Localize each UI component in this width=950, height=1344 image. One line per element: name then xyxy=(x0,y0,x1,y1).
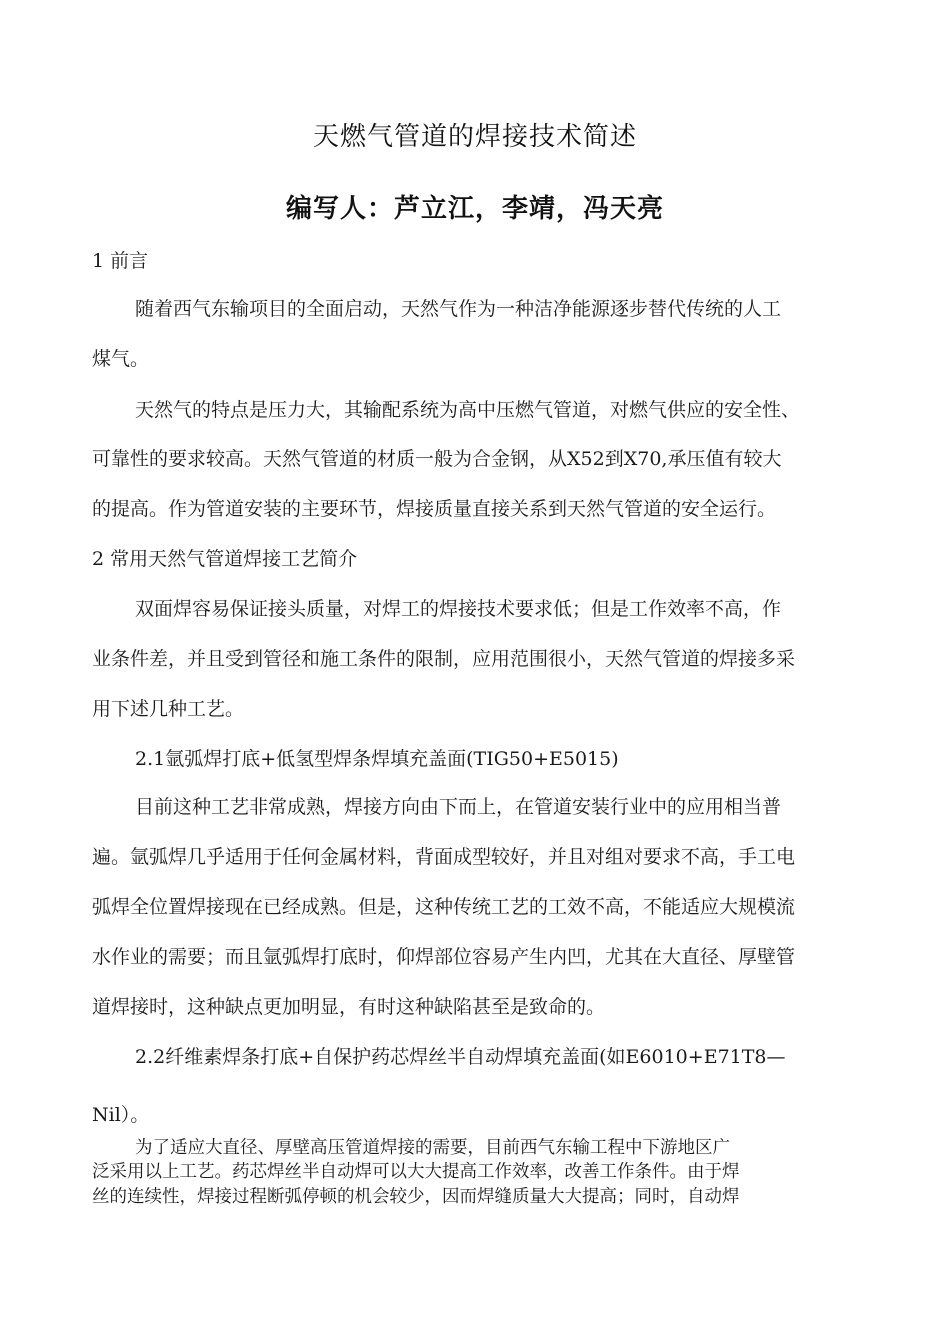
paragraph-line: 丝的连续性，焊接过程断弧停顿的机会较少，因而焊缝质量大大提高；同时，自动焊 xyxy=(92,1187,740,1207)
subsection-heading-2-2: 2.2纤维素焊条打底+自保护药芯焊丝半自动焊填充盖面(如E6010+E71T8— xyxy=(135,1046,786,1068)
paragraph-line: 道焊接时，这种缺点更加明显，有时这种缺陷甚至是致命的。 xyxy=(92,996,606,1018)
paragraph-line: 用下述几种工艺。 xyxy=(92,698,245,720)
paragraph-line: 为了适应大直径、厚壁高压管道焊接的需要，目前西气东输工程中下游地区广 xyxy=(135,1138,730,1158)
paragraph-line: 泛采用以上工艺。药芯焊丝半自动焊可以大大提高工作效率，改善工作条件。由于焊 xyxy=(92,1162,740,1182)
paragraph-line: 业条件差，并且受到管径和施工条件的限制，应用范围很小，天然气管道的焊接多采 xyxy=(92,648,796,670)
paragraph-line: 煤气。 xyxy=(92,348,150,370)
paragraph-line: 的提高。作为管道安装的主要环节，焊接质量直接关系到天然气管道的安全运行。 xyxy=(92,498,777,520)
paragraph-line: 天然气的特点是压力大，其输配系统为高中压燃气管道，对燃气供应的安全性、 xyxy=(135,399,801,421)
paragraph-line: 双面焊容易保证接头质量，对焊工的焊接技术要求低；但是工作效率不高，作 xyxy=(135,598,782,620)
paragraph-line: 遍。氩弧焊几乎适用于任何金属材料，背面成型较好，并且对组对要求不高，手工电 xyxy=(92,846,796,868)
subsection-heading-2-1: 2.1氩弧焊打底+低氢型焊条焊填充盖面(TIG50+E5015) xyxy=(135,748,619,770)
section-heading-preface: 1 前言 xyxy=(92,250,149,272)
subsection-heading-2-2-cont: Nil）。 xyxy=(92,1104,150,1126)
document-authors: 编写人：芦立江，李靖，冯天亮 xyxy=(285,194,664,224)
section-heading-processes: 2 常用天然气管道焊接工艺简介 xyxy=(92,548,358,570)
paragraph-line: 随着西气东输项目的全面启动，天然气作为一种洁净能源逐步替代传统的人工 xyxy=(135,298,782,320)
paragraph-line: 目前这种工艺非常成熟，焊接方向由下而上，在管道安装行业中的应用相当普 xyxy=(135,796,782,818)
paragraph-line: 可靠性的要求较高。天然气管道的材质一般为合金钢，从X52到X70,承压值有较大 xyxy=(92,448,782,470)
paragraph-line: 弧焊全位置焊接现在已经成熟。但是，这种传统工艺的工效不高，不能适应大规模流 xyxy=(92,896,796,918)
document-title: 天燃气管道的焊接技术简述 xyxy=(312,122,637,152)
paragraph-line: 水作业的需要；而且氩弧焊打底时，仰焊部位容易产生内凹，尤其在大直径、厚壁管 xyxy=(92,946,796,968)
